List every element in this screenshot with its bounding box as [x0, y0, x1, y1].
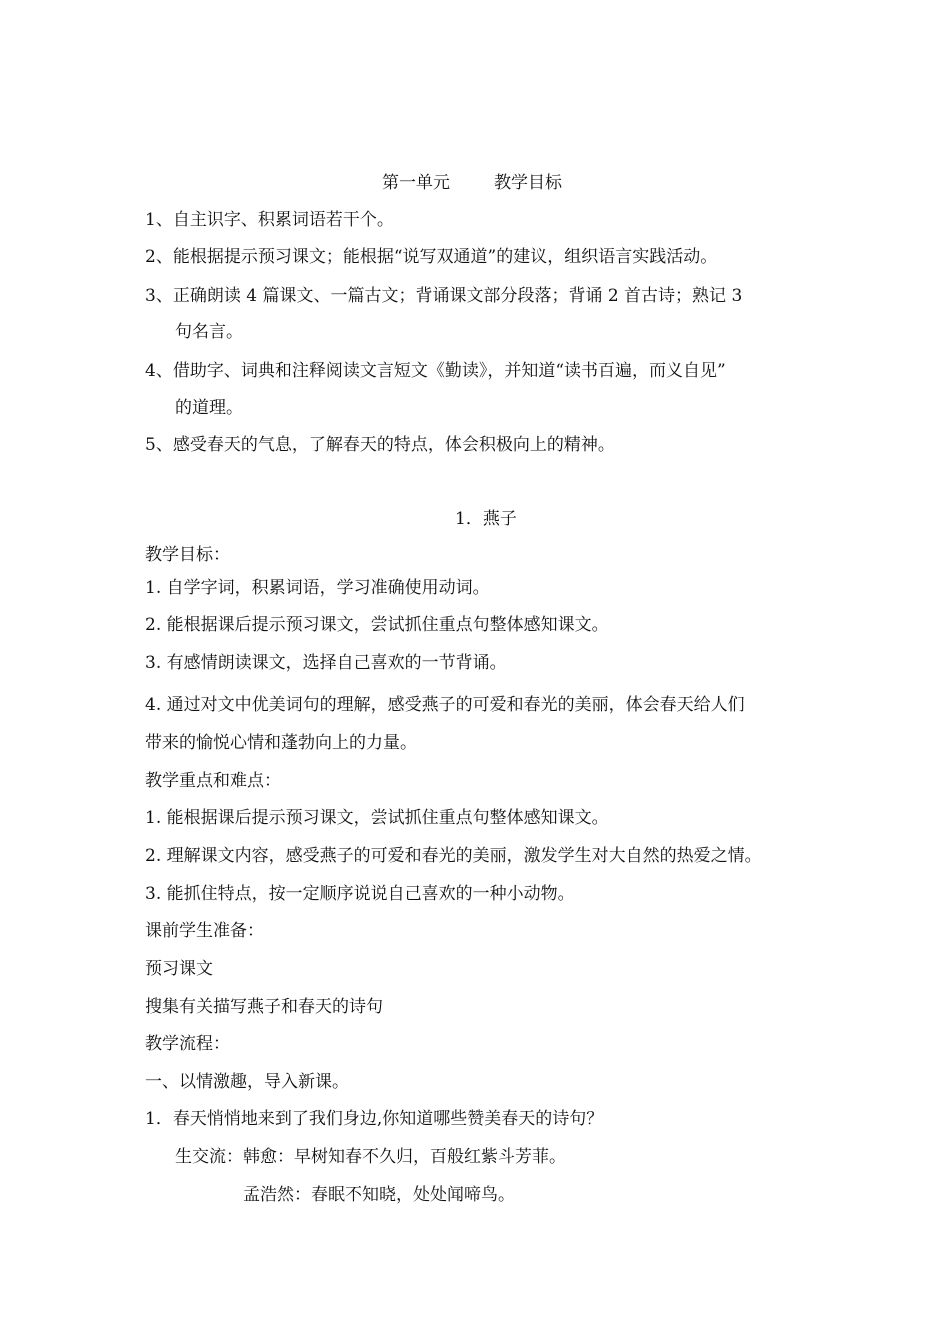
unit-goal-1: 1、自主识字、积累词语若干个。: [145, 210, 394, 230]
prep-item-1: 预习课文: [145, 959, 213, 979]
lesson-goal-1: 1. 自学字词，积累词语，学习准确使用动词。: [145, 578, 490, 598]
lesson-goal-4-cont: 带来的愉悦心情和蓬勃向上的力量。: [145, 733, 417, 753]
unit-title-right: 教学目标: [494, 173, 562, 193]
unit-goal-3-cont: 句名言。: [175, 322, 243, 342]
key-point-2: 2. 理解课文内容，感受燕子的可爱和春光的美丽，激发学生对大自然的热爱之情。: [145, 846, 762, 866]
unit-title-left: 第一单元: [382, 173, 450, 193]
key-heading: 教学重点和难点：: [145, 771, 281, 791]
prep-heading: 课前学生准备：: [145, 921, 264, 941]
prep-item-2: 搜集有关描写燕子和春天的诗句: [145, 997, 383, 1017]
key-point-1: 1. 能根据课后提示预习课文，尝试抓住重点句整体感知课文。: [145, 808, 609, 828]
lesson-goal-3: 3. 有感情朗读课文，选择自己喜欢的一节背诵。: [145, 653, 507, 673]
student-exchange-2: 孟浩然：春眠不知晓，处处闻啼鸟。: [243, 1185, 515, 1205]
unit-goal-5: 5、感受春天的气息，了解春天的特点，体会积极向上的精神。: [145, 435, 615, 455]
lesson-goal-2: 2. 能根据课后提示预习课文，尝试抓住重点句整体感知课文。: [145, 615, 609, 635]
student-exchange-1: 生交流：韩愈：早树知春不久归，百般红紫斗芳菲。: [175, 1147, 566, 1167]
lesson-goal-4: 4. 通过对文中优美词句的理解，感受燕子的可爱和春光的美丽，体会春天给人们: [145, 695, 745, 715]
unit-goal-2: 2、能根据提示预习课文；能根据“说写双通道”的建议，组织语言实践活动。: [145, 247, 718, 267]
unit-goal-3: 3、正确朗读 4 篇课文、一篇古文；背诵课文部分段落；背诵 2 首古诗；熟记 3: [145, 286, 743, 306]
unit-goal-4: 4、借助字、词典和注释阅读文言短文《勤读》，并知道“读书百遍，而义自见”: [145, 361, 726, 381]
flow-step-1: 一、以情激趣，导入新课。: [145, 1072, 349, 1092]
flow-question-1: 1．春天悄悄地来到了我们身边,你知道哪些赞美春天的诗句？: [145, 1109, 604, 1129]
unit-title: [382, 172, 562, 194]
key-point-3: 3. 能抓住特点，按一定顺序说说自己喜欢的一种小动物。: [145, 884, 575, 904]
unit-goal-4-cont: 的道理。: [175, 398, 243, 418]
flow-heading: 教学流程：: [145, 1034, 230, 1054]
lesson-title: 1．燕子: [455, 509, 517, 529]
lesson-goals-heading: 教学目标：: [145, 545, 230, 565]
